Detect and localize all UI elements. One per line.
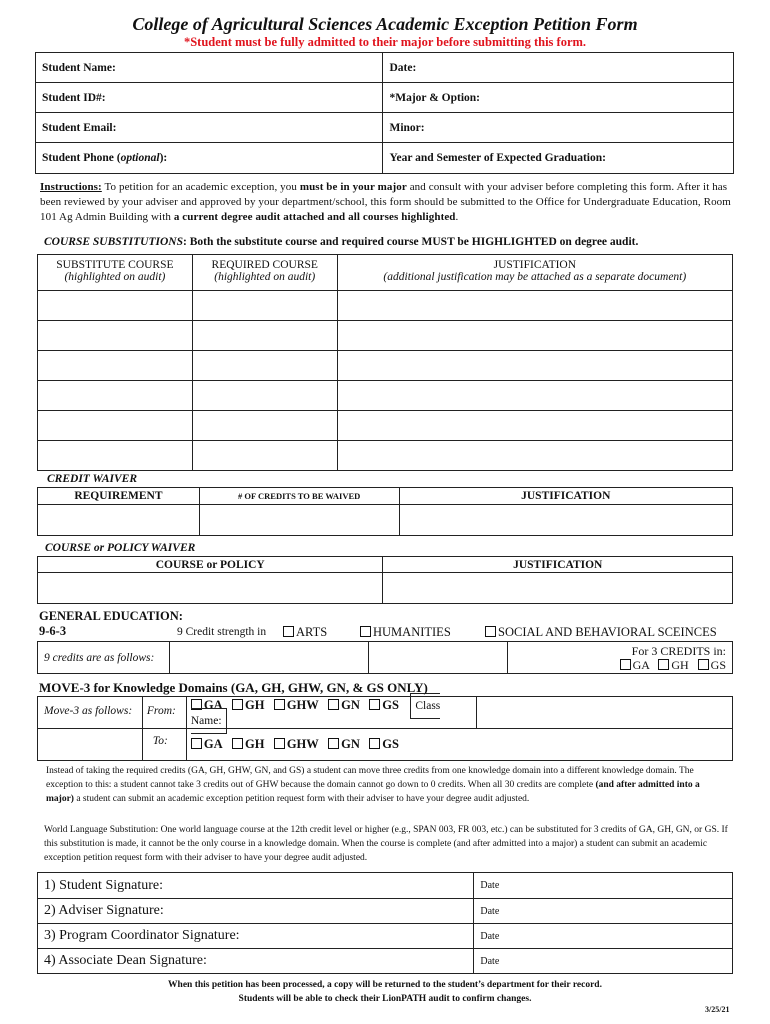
class-name-field[interactable] [477,697,733,729]
table-cell[interactable] [337,291,732,321]
class-name-label: Class Name: [191,693,440,734]
course-policy-waiver-table [37,556,733,604]
three-credits-label: For 3 CREDITS in: [631,643,726,658]
to-ghw-checkbox[interactable] [274,738,285,749]
student-signature-date[interactable] [474,873,733,899]
gh-label: GH [671,657,689,672]
credit-waiver-heading: CREDIT WAIVER [47,473,138,485]
student-name-label: Student Name: [42,61,116,74]
credits-cell[interactable] [199,505,399,536]
table-cell[interactable] [192,411,337,441]
course-policy-waiver-heading: COURSE or POLICY WAIVER [45,542,196,554]
to-gn-checkbox[interactable] [328,738,339,749]
student-email-field[interactable] [36,113,383,143]
table-cell[interactable] [337,321,732,351]
ga-checkbox[interactable] [620,659,631,670]
adviser-signature-field[interactable] [38,899,474,924]
table-cell[interactable] [38,381,193,411]
date-label: Date [480,880,500,891]
move3-note: Instead of taking the required credits (GA, GH, GHW, GN, and GS) a student can move three credits from one knowledge domain into a different knowledge domain. The exception to this: a student cannot take 3 credits out of GHW because the domain cannot go down to 0 credits. When all 30 credits are complete (and after admitted into a major) a student can submit an academic exception petition request form with their adviser to have your degree audit adjusted. [46,766,700,804]
instructions-heading: Instructions: [40,181,102,193]
course-policy-cell[interactable] [38,573,383,604]
move3-table [37,696,733,761]
from-gh-checkbox[interactable] [232,699,243,710]
gen-ed-table [37,641,733,674]
date-label: Date: [389,61,417,74]
minor-label: Minor: [389,121,425,134]
move3-to-label: To: [142,729,186,761]
move3-blank-cell [38,729,143,761]
move3-to-options: GA GH GHW GN GS [186,729,477,761]
major-option-label: *Major & Option: [389,91,480,104]
arts-option[interactable] [283,625,327,640]
gen-ed-course-3[interactable] [508,642,733,674]
credit-justification-header: JUSTIFICATION [399,488,732,505]
from-ghw-checkbox[interactable] [274,699,285,710]
adviser-signature-date[interactable] [474,899,733,924]
instructions: Instructions: To petition for an academic exception, you must be in your major and consult with your adviser before completing this form. After it has been reviewed by your adviser and approved by your department/school, this form should be submitted to the Office for Undergraduate Education, Room 101 Ag Admin Building with a current degree audit attached and all courses highlighted. [40,181,731,223]
course-policy-header: COURSE or POLICY [38,557,383,573]
course-substitutions-heading: COURSE SUBSTITUTIONS: Both the substitute course and required course MUST be HIGHLIGHTED on degree audit. [44,236,639,248]
minor-field[interactable] [383,113,734,143]
to-gs-checkbox[interactable] [369,738,380,749]
credits-waived-header: # OF CREDITS TO BE WAIVED [199,488,399,505]
table-cell[interactable] [192,381,337,411]
admission-warning: *Student must be fully admitted to their major before submitting this form. [183,35,587,49]
from-gn-checkbox[interactable] [328,699,339,710]
table-cell[interactable] [192,291,337,321]
from-gs-checkbox[interactable] [369,699,380,710]
gs-label: GS [710,657,726,672]
gen-ed-heading: GENERAL EDUCATION: [39,609,183,623]
arts-label: ARTS [296,625,328,639]
date-label: Date [480,955,500,967]
move3-from-options: GA GH GHW GN GS Class Name: [186,697,477,729]
humanities-option[interactable] [360,625,451,640]
move3-to-field[interactable] [477,729,733,761]
table-cell[interactable] [337,441,732,471]
student-info-table [35,52,734,174]
table-cell[interactable] [192,351,337,381]
justification-cell[interactable] [399,505,732,536]
student-name-field[interactable] [36,53,383,83]
dean-signature-label: 4) Associate Dean Signature: [44,953,207,968]
dean-signature-field[interactable] [38,949,474,974]
table-cell[interactable] [38,441,193,471]
coordinator-signature-date[interactable] [474,924,733,949]
student-signature-label: 1) Student Signature: [44,877,163,893]
student-signature-field[interactable] [38,873,474,899]
form-title: College of Agricultural Sciences Academic Exception Petition Form [132,14,638,34]
graduation-label: Year and Semester of Expected Graduation: [389,152,606,164]
adviser-signature-label: 2) Adviser Signature: [44,903,164,918]
move3-from-label: From: [142,697,186,729]
signature-table [37,872,733,974]
date-field[interactable] [383,53,734,83]
table-cell[interactable] [192,441,337,471]
table-cell[interactable] [38,291,193,321]
graduation-field[interactable] [383,143,734,174]
table-cell[interactable] [337,351,732,381]
move3-heading: MOVE-3 for Knowledge Domains (GA, GH, GHW, GN, & GS ONLY) [39,680,428,695]
social-label: SOCIAL AND BEHAVIORAL SCEINCES [498,625,717,639]
table-cell[interactable] [38,351,193,381]
gs-checkbox[interactable] [698,659,709,670]
arts-checkbox[interactable] [283,626,294,637]
social-option[interactable] [485,625,717,640]
to-ga-checkbox[interactable] [191,738,202,749]
dean-signature-date[interactable] [474,949,733,974]
requirement-cell[interactable] [38,505,200,536]
student-id-field[interactable] [36,83,383,113]
student-id-label: Student ID#: [42,91,106,104]
world-language-note: World Language Substitution: One world language course at the 12th credit level or higher (e.g., SPAN 003, FR 003, etc.) can be substituted for 3 credits of GA, GH, GN, or GS. If this substitution is made, it cannot be the only course in a knowledge domain. When the course is complete (and after admitted into a major) a student can submit an academic exception petition request form with their adviser to have your degree audit adjusted. [44,825,728,863]
social-checkbox[interactable] [485,626,496,637]
humanities-checkbox[interactable] [360,626,371,637]
student-phone-label: Student Phone (optional): [42,152,168,164]
student-email-label: Student Email: [42,121,117,134]
required-course-header: REQUIRED COURSE (highlighted on audit) [192,255,337,291]
gen-ed-963: 9-6-3 [39,624,67,638]
strength-label: 9 Credit strength in [177,626,267,638]
coordinator-signature-label: 3) Program Coordinator Signature: [44,928,240,943]
humanities-label: HUMANITIES [373,625,451,639]
major-option-field[interactable] [383,83,734,113]
gen-ed-follows-label: 9 credits are as follows: [38,642,170,674]
gen-ed-course-1[interactable] [169,642,368,674]
policy-justification-header: JUSTIFICATION [383,557,733,573]
move3-follows-label: Move-3 as follows: [38,697,143,729]
credit-waiver-table [37,487,733,536]
student-phone-field[interactable] [36,143,383,174]
justification-header: JUSTIFICATION (additional justification may be attached as a separate document) [337,255,732,291]
version-date: 3/25/21 [705,1005,730,1014]
to-gh-checkbox[interactable] [232,738,243,749]
coordinator-signature-field[interactable] [38,924,474,949]
date-label: Date [480,930,500,942]
date-label: Date [480,905,500,917]
table-cell[interactable] [337,381,732,411]
policy-justification-cell[interactable] [383,573,733,604]
course-substitutions-table [37,254,733,471]
table-cell[interactable] [192,321,337,351]
substitute-course-header: SUBSTITUTE COURSE (highlighted on audit) [38,255,193,291]
footer-line-1: When this petition has been processed, a copy will be returned to the student’s department for their record. [168,980,602,990]
table-cell[interactable] [38,411,193,441]
gh-checkbox[interactable] [658,659,669,670]
table-cell[interactable] [337,411,732,441]
table-cell[interactable] [38,321,193,351]
requirement-header: REQUIREMENT [38,488,200,505]
ga-label: GA [632,657,650,672]
footer-line-2: Students will be able to check their LionPATH audit to confirm changes. [238,994,532,1004]
gen-ed-course-2[interactable] [368,642,508,674]
